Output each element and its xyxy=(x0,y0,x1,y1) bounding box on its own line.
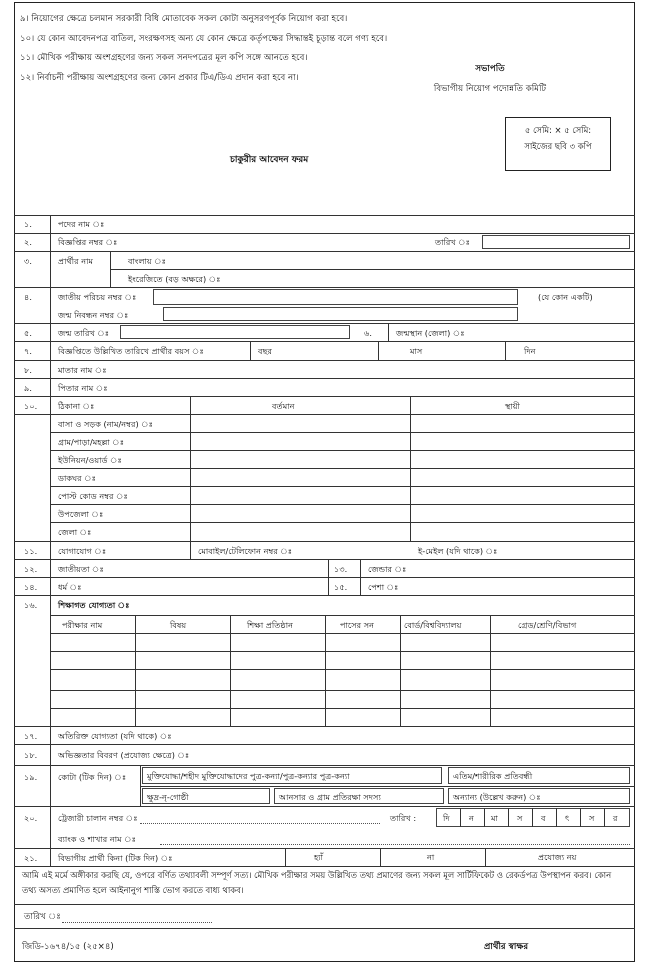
row-number: ৬. xyxy=(364,328,372,338)
row-number: ১৪. xyxy=(24,582,38,592)
cell-line xyxy=(140,786,635,787)
treasury-challan-label: ট্রেজারী চালান নম্বর ঃ xyxy=(58,813,138,823)
phone-field[interactable] xyxy=(320,543,415,557)
instruction-item: ১০। যে কোন আবেদনপত্র বাতিল, সংরক্ষণসহ অন্য যে কোন ক্ষেত্রে কর্তৃপক্ষের সিদ্ধান্তই চূড়ান্ত বলে গণ্য হবে। xyxy=(20,33,388,44)
religion-label: ধর্ম ঃ xyxy=(58,582,82,592)
signature-label: প্রার্থীর স্বাক্ষর xyxy=(484,942,529,952)
cell-line xyxy=(325,615,326,726)
signatory-title: সভাপতি xyxy=(475,64,505,74)
signatory-committee: বিভাগীয় নিয়োগ পদোন্নতি কমিটি xyxy=(433,84,547,94)
row-divider xyxy=(14,541,635,542)
challan-date-field[interactable] xyxy=(436,808,630,827)
present-address-field[interactable] xyxy=(192,416,408,539)
row-number: ৪. xyxy=(24,292,32,302)
photo-size-text: ৫ সেমি: × ৫ সেমি: xyxy=(524,125,592,135)
occupation-field[interactable] xyxy=(405,579,630,593)
row-divider xyxy=(14,726,635,727)
nid-label: জাতীয় পরিচয় নম্বর ঃ xyxy=(58,292,137,302)
name-english-label: ইংরেজিতে (বড় অক্ষরে) ঃ xyxy=(128,274,221,284)
row-number: ২০. xyxy=(24,813,38,823)
contact-label: যোগাযোগ ঃ xyxy=(58,546,107,556)
instruction-item: ১১। মৌখিক পরীক্ষায় অংশগ্রহণের জন্য সকল সনদপত্রের মূল কপি সঙ্গে আনতে হবে। xyxy=(20,53,308,63)
notice-date-label: তারিখ ঃ xyxy=(435,237,471,247)
notice-number-label: বিজ্ঞপ্তির নম্বর ঃ xyxy=(58,237,118,247)
quota-orphan-option[interactable] xyxy=(448,767,630,784)
cell-line xyxy=(556,808,557,827)
row-divider xyxy=(14,559,635,560)
photo-box[interactable] xyxy=(505,117,611,171)
row-number: ১৫. xyxy=(334,582,348,592)
address-postcode-label: পোস্ট কোড নম্বর ঃ xyxy=(58,491,128,501)
quota-label: কোটা (টিক দিন) ঃ xyxy=(58,772,127,782)
no-label: না xyxy=(427,852,435,862)
address-postoffice-label: ডাকঘর ঃ xyxy=(58,473,96,483)
not-applicable-label: প্রযোজ্য নয় xyxy=(538,852,577,862)
departmental-candidate-label: বিভাগীয় প্রার্থী কিনা (টিক দিন) ঃ xyxy=(58,853,173,863)
mother-name-label: মাতার নাম ঃ xyxy=(58,365,107,375)
quota-ansar-label: আনসার ও গ্রাম প্রতিরক্ষা সদস্য xyxy=(279,792,381,802)
address-upazila-label: উপজেলা ঃ xyxy=(58,509,104,519)
row-divider xyxy=(14,215,635,216)
permanent-address-header: স্থায়ী xyxy=(505,401,520,411)
cell-line xyxy=(230,615,231,726)
cell-line xyxy=(580,808,581,827)
row-divider xyxy=(14,323,635,324)
cell-line xyxy=(135,615,136,726)
address-union-label: ইউনিয়ন/ওয়ার্ড ঃ xyxy=(58,455,122,465)
footer-code: জিডি-১৬৭৪/১৫ (২৫×৪) xyxy=(22,942,114,952)
row-number: ২. xyxy=(24,237,32,247)
nid-field[interactable] xyxy=(153,289,518,305)
notice-date-field[interactable] xyxy=(482,235,630,249)
date-char: স xyxy=(517,813,523,823)
date-char: ন xyxy=(469,813,474,823)
date-char: স xyxy=(589,813,595,823)
extra-qualification-label: অতিরিক্ত যোগ্যতা (যদি থাকে) ঃ xyxy=(58,731,172,741)
applicant-name-label: প্রার্থীর নাম xyxy=(58,256,94,266)
quota-ansar-option[interactable] xyxy=(274,788,444,804)
email-label: ই-মেইল (যদি থাকে) ঃ xyxy=(418,546,498,556)
age-label: বিজ্ঞপ্তিতে উল্লিখিত তারিখে প্রার্থীর বয়স ঃ xyxy=(58,346,204,356)
birth-registration-field[interactable] xyxy=(163,307,518,321)
address-house-label: বাসা ও সড়ক (নাম/নম্বর) ঃ xyxy=(58,419,153,429)
row-number: ২১. xyxy=(24,853,38,863)
notice-number-field[interactable] xyxy=(150,235,420,249)
quota-other-option[interactable] xyxy=(448,788,630,804)
age-days-label: দিন xyxy=(524,346,536,356)
address-village-label: গ্রাম/পাড়া/মহল্লা ঃ xyxy=(58,437,125,447)
present-address-header: বর্তমান xyxy=(272,401,295,411)
cell-line xyxy=(190,541,191,559)
mother-name-field[interactable] xyxy=(120,362,630,376)
phone-label: মোবাইল/টেলিফোন নম্বর ঃ xyxy=(198,546,293,556)
number-column-line xyxy=(50,215,51,866)
cell-line xyxy=(505,341,506,360)
row-divider xyxy=(14,414,635,415)
nationality-label: জাতীয়তা ঃ xyxy=(58,564,104,574)
edu-header-institution: শিক্ষা প্রতিষ্ঠান xyxy=(247,620,293,630)
row-number: ৭. xyxy=(24,346,32,356)
father-name-label: পিতার নাম ঃ xyxy=(58,383,108,393)
bank-branch-field[interactable] xyxy=(160,844,630,845)
bank-branch-label: ব্যাংক ও শাখার নাম ঃ xyxy=(58,834,136,844)
age-months-label: মাস xyxy=(410,346,423,356)
permanent-address-field[interactable] xyxy=(412,416,632,539)
extra-qualification-field[interactable] xyxy=(200,728,630,742)
row-divider xyxy=(14,378,635,379)
row-number: ১৮. xyxy=(24,750,38,760)
cell-line xyxy=(400,615,401,726)
row-number: ১. xyxy=(24,219,32,229)
cell-line xyxy=(460,808,461,827)
cell-line xyxy=(50,615,635,616)
address-district-label: জেলা ঃ xyxy=(58,527,92,537)
row-divider xyxy=(14,866,635,867)
footer-date-field[interactable] xyxy=(62,922,212,923)
row-divider xyxy=(14,396,635,397)
row-number: ১৩. xyxy=(334,564,348,574)
photo-copies-text: সাইজের ছবি ৩ কপি xyxy=(524,141,592,151)
instructions-list xyxy=(20,10,387,88)
instruction-item: ৯। নিয়োগের ক্ষেত্রে চলমান সরকারী বিধি মোতাবেক সকল কোটা অনুসরণপূর্বক নিয়োগ করা হবে। xyxy=(20,14,348,24)
row-divider xyxy=(14,595,635,596)
row-number: ৮. xyxy=(24,365,32,375)
cell-line xyxy=(50,690,635,691)
cell-line xyxy=(50,708,635,709)
row-divider xyxy=(14,744,635,745)
departmental-yes-option[interactable] xyxy=(286,849,379,865)
row-divider xyxy=(14,765,635,766)
quota-ethnic-option[interactable] xyxy=(142,788,270,804)
challan-date-label: তারিখ : xyxy=(390,813,417,823)
row-divider xyxy=(14,251,635,252)
row-divider xyxy=(14,233,635,234)
cell-line xyxy=(532,808,533,827)
edu-header-board: বোর্ড/বিশ্ববিদ্যালয় xyxy=(404,620,462,630)
father-name-field[interactable] xyxy=(120,380,630,394)
row-number: ৯. xyxy=(24,383,32,393)
signatory-block xyxy=(365,62,615,96)
row-number: ১১. xyxy=(24,546,38,556)
row-divider xyxy=(14,904,635,905)
cell-line xyxy=(388,323,389,341)
date-char: ৎ xyxy=(565,813,570,823)
gender-label: জেন্ডার ঃ xyxy=(368,564,407,574)
cell-line xyxy=(328,559,329,595)
name-english-field[interactable] xyxy=(250,271,630,285)
row-number: ১০. xyxy=(24,401,38,411)
date-char: র xyxy=(613,813,618,823)
quota-freedom-fighter-option[interactable] xyxy=(142,767,442,784)
cell-line xyxy=(50,669,635,670)
education-label: শিক্ষাগত যোগ্যতা ঃ xyxy=(58,600,130,610)
row-divider xyxy=(14,341,635,342)
birth-date-label: জন্ম তারিখ ঃ xyxy=(58,328,110,338)
cell-line xyxy=(250,341,251,360)
experience-label: অভিজ্ঞতার বিবরণ (প্রযোজ্য ক্ষেত্রে) ঃ xyxy=(58,750,190,760)
gender-field[interactable] xyxy=(412,561,630,575)
experience-field[interactable] xyxy=(225,747,630,762)
cell-line xyxy=(508,808,509,827)
row-number: ১৯. xyxy=(24,772,38,782)
cell-line xyxy=(490,615,491,726)
row-number: ১২. xyxy=(24,564,38,574)
quota-orphan-label: এতিম/শারীরিক প্রতিবন্ধী xyxy=(453,771,533,781)
age-years-label: বছর xyxy=(258,346,273,356)
date-char: দি xyxy=(443,813,450,823)
cell-line xyxy=(604,808,605,827)
instruction-item: ১২। নির্বাচনী পরীক্ষায় অংশগ্রহণের জন্য কোন প্রকার টিএ/ডিএ প্রদান করা হবে না। xyxy=(20,72,299,83)
cell-line xyxy=(360,559,361,595)
post-name-field[interactable] xyxy=(170,217,630,231)
quota-ethnic-label: ক্ষুদ্র-নৃ-গোষ্ঠী xyxy=(147,792,189,802)
departmental-no-option[interactable] xyxy=(381,849,484,865)
cell-line xyxy=(378,341,379,360)
row-divider xyxy=(14,287,635,288)
quota-freedom-fighter-label: মুক্তিযোদ্ধা/শহীদ মুক্তিযোদ্ধাদের পুত্র-কন্যা/পুত্র-কন্যার পুত্র-কন্যা xyxy=(147,771,350,781)
cell-line xyxy=(484,808,485,827)
yes-label: হ্যাঁ xyxy=(314,852,324,862)
row-divider xyxy=(14,577,635,578)
form-title: চাকুরীর আবেদন ফরম xyxy=(230,155,309,165)
either-one-note: (যে কোন একটি) xyxy=(538,292,593,302)
row-number: ১৬. xyxy=(24,600,38,610)
row-divider xyxy=(14,928,635,929)
edu-header-year: পাসের সন xyxy=(340,620,375,630)
row-number: ৩. xyxy=(24,256,32,266)
post-name-label: পদের নাম ঃ xyxy=(58,219,105,229)
birth-place-label: জন্মস্থান (জেলা) ঃ xyxy=(396,328,465,338)
date-char: মা xyxy=(491,813,498,823)
treasury-challan-field[interactable] xyxy=(140,823,380,824)
edu-header-subject: বিষয় xyxy=(170,620,187,630)
name-bangla-field[interactable] xyxy=(180,253,630,267)
departmental-na-option[interactable] xyxy=(486,849,631,865)
row-number: ১৭. xyxy=(24,731,38,741)
row-divider xyxy=(14,360,635,361)
edu-header-grade: গ্রেড/শ্রেণি/বিভাগ xyxy=(518,620,577,630)
name-bangla-label: বাংলায় ঃ xyxy=(128,256,167,266)
declaration-text: আমি এই মর্মে অঙ্গীকার করছি যে, ওপরে বর্ণিত তথ্যাবলী সম্পূর্ণ সত্য। মৌখিক পরীক্ষার সময় উল্লিখিত তথ্য প্রমাণের জন্য সকল মূল সার্টিফিকেট ও রেকর্ডপত্র উপস্থাপন করব। কোন তথ্য অসত্য প্রমাণিত হলে আইনানুগ শাস্তি ভোগ করতে বাধ্য থাকব। xyxy=(22,870,612,895)
occupation-label: পেশা ঃ xyxy=(368,582,399,592)
address-label: ঠিকানা ঃ xyxy=(58,401,95,411)
row-number: ৫. xyxy=(24,328,32,338)
cell-line xyxy=(50,633,635,634)
cell-line xyxy=(50,651,635,652)
date-char: ব xyxy=(541,813,546,823)
birth-date-field[interactable] xyxy=(120,325,350,339)
edu-header-exam: পরীক্ষার নাম xyxy=(62,620,103,630)
cell-line xyxy=(110,269,635,270)
row-divider xyxy=(14,806,635,807)
email-field[interactable] xyxy=(520,543,630,557)
footer-date-label: তারিখ ঃ xyxy=(24,912,61,922)
birth-place-field[interactable] xyxy=(480,325,630,339)
birth-registration-label: জন্ম নিবন্ধন নম্বর ঃ xyxy=(58,310,129,320)
quota-other-label: অন্যান্য (উল্লেখ করুন) ঃ xyxy=(453,792,541,802)
